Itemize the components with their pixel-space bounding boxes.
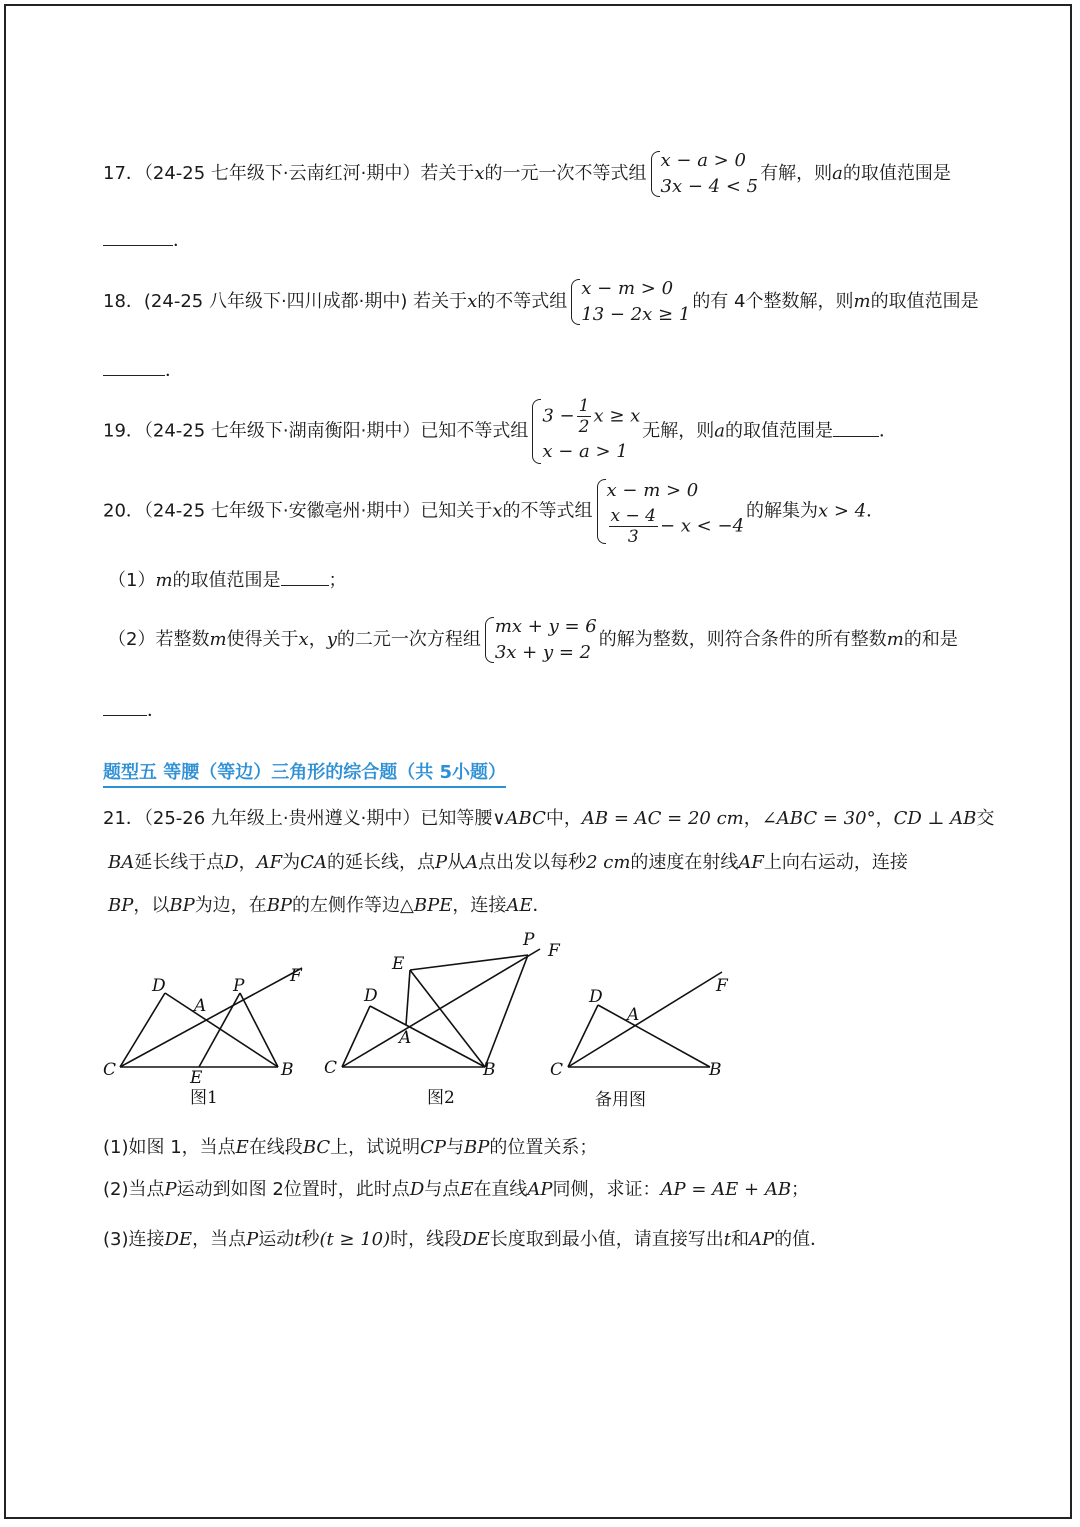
q21-p1-h: BP bbox=[464, 1137, 490, 1158]
q20-p2-system bbox=[483, 614, 597, 666]
q18-var: x bbox=[467, 291, 478, 312]
q21-p3-e: 运动 bbox=[258, 1229, 295, 1250]
fig1-line-db bbox=[165, 993, 278, 1067]
q19-row1-pre: 3 − bbox=[542, 405, 575, 427]
q21-l2-o: AF bbox=[738, 852, 764, 873]
q20-part1 bbox=[108, 566, 347, 592]
q17-var2: a bbox=[832, 163, 843, 184]
q20-prefix: 20．（24-25 七年级下·安徽亳州·期中）已知关于 bbox=[103, 500, 493, 522]
q18-answer-line bbox=[103, 356, 183, 382]
q21-p3-f: t bbox=[294, 1229, 302, 1250]
q21-l2-d: ， bbox=[238, 852, 257, 873]
fig1-line-cd bbox=[120, 993, 165, 1067]
q21-l2-j: 从 bbox=[447, 852, 466, 873]
fig2-label-c: C bbox=[324, 1058, 338, 1078]
question-19 bbox=[103, 396, 897, 467]
fig1-label-d: D bbox=[152, 976, 166, 996]
q21-l1-b: 中， bbox=[545, 808, 582, 829]
q20-system bbox=[595, 476, 744, 547]
q17-mid: 的一元一次不等式组 bbox=[484, 163, 647, 184]
q21-p3-d: P bbox=[246, 1229, 259, 1250]
fig3-caption: 备用图 bbox=[595, 1090, 646, 1110]
q20-p2-text4: 的和是 bbox=[903, 629, 958, 650]
q21-p2-g: 在直线 bbox=[473, 1179, 528, 1200]
q17-suffix2: 的取值范围是 bbox=[842, 163, 951, 184]
q21-p3-l: t bbox=[723, 1229, 731, 1250]
q21-part3 bbox=[103, 1225, 828, 1251]
q21-l1-c: ， bbox=[743, 808, 762, 829]
question-21-line-1 bbox=[103, 804, 994, 830]
q21-part2 bbox=[103, 1175, 809, 1201]
q20-p1-text: 的取值范围是 bbox=[172, 570, 281, 591]
q21-l3-j: ． bbox=[532, 895, 551, 916]
fig3-label-d: D bbox=[589, 987, 603, 1007]
q21-l3-a: BP bbox=[108, 895, 134, 916]
q21-p3-g: 秒 bbox=[301, 1229, 320, 1250]
q19-prefix: 19．（24-25 七年级下·湖南衡阳·期中）已知不等式组 bbox=[103, 420, 529, 442]
q19-system bbox=[530, 396, 640, 467]
q18-var2: m bbox=[853, 291, 871, 312]
question-20 bbox=[103, 476, 884, 547]
q19-frac-num: 1 bbox=[578, 396, 590, 416]
q21-l2-i: P bbox=[434, 852, 448, 873]
fig2-line-ep bbox=[410, 955, 528, 970]
q18-system-row-1: x − m > 0 bbox=[581, 278, 674, 299]
q21-l1-a: 21．（25-26 九年级上·贵州遵义·期中）已知等腰 bbox=[103, 808, 493, 829]
q20-solution: x > 4 bbox=[818, 500, 867, 522]
q21-p2-k: ； bbox=[791, 1179, 810, 1200]
q21-l2-l: 点出发以每秒 bbox=[478, 852, 587, 873]
q21-p1-g: 与 bbox=[446, 1137, 465, 1158]
q21-l3-d: 为边，在 bbox=[194, 895, 267, 916]
q17-system bbox=[649, 148, 759, 200]
q20-system-row-1: x − m > 0 bbox=[606, 480, 699, 501]
q20-p2-var2: m bbox=[886, 629, 904, 650]
q21-p2-e: 与点 bbox=[424, 1179, 461, 1200]
q18-prefix: 18．(24-25 八年级下·四川成都·期中) 若关于 bbox=[103, 291, 468, 312]
q21-p3-m: 和 bbox=[730, 1229, 749, 1250]
q19-frac-den: 2 bbox=[578, 417, 590, 437]
q19-answer-blank[interactable] bbox=[833, 418, 879, 437]
q21-l2-b: 延长线于点 bbox=[134, 852, 225, 873]
fig3-label-b: B bbox=[709, 1060, 722, 1080]
q21-p2-h: AP bbox=[527, 1179, 553, 1200]
q21-l1-e: 交 bbox=[976, 808, 995, 829]
q21-p3-k: 长度取到最小值，请直接写出 bbox=[489, 1229, 724, 1250]
q20-p2-text3: 的解为整数，则符合条件的所有整数 bbox=[598, 629, 887, 650]
q18-answer-blank[interactable] bbox=[103, 357, 165, 376]
q21-p2-i: 同侧，求证： bbox=[552, 1179, 661, 1200]
q19-fraction bbox=[577, 396, 592, 437]
q21-p1-e: 上，试说明 bbox=[330, 1137, 421, 1158]
q20-p2-var: m bbox=[209, 629, 227, 650]
q21-part1 bbox=[103, 1133, 597, 1159]
fig1-label-b: B bbox=[281, 1060, 294, 1080]
q21-p2-d: D bbox=[409, 1179, 425, 1200]
q17-answer-blank[interactable] bbox=[103, 227, 173, 246]
fig1-line-cf bbox=[120, 968, 302, 1067]
q17-suffix1: 有解，则 bbox=[760, 163, 833, 184]
q21-figures bbox=[95, 925, 775, 1115]
q21-p3-j: DE bbox=[462, 1229, 490, 1250]
q20-p2-x: x bbox=[298, 629, 309, 650]
q20-row2-post: − x < −4 bbox=[660, 515, 745, 537]
q18-end: ． bbox=[165, 360, 183, 381]
q21-l2-p: 上向右运动，连接 bbox=[763, 852, 908, 873]
fig3-label-c: C bbox=[550, 1060, 564, 1080]
q20-fraction bbox=[609, 506, 658, 547]
fig2-label-d: D bbox=[364, 986, 378, 1006]
q20-frac-num: x − 4 bbox=[610, 506, 656, 526]
q21-l3-c: BP bbox=[169, 895, 195, 916]
q18-suffix2: 的取值范围是 bbox=[870, 291, 979, 312]
q20-var: x bbox=[492, 500, 503, 522]
q21-l2-c: D bbox=[224, 852, 239, 873]
q20-system-row-2 bbox=[607, 506, 744, 547]
q19-system-row-2: x − a > 1 bbox=[542, 441, 628, 462]
q21-p3-n: AP bbox=[748, 1229, 775, 1250]
q20-p2-text1: 使得关于 bbox=[226, 629, 299, 650]
question-21-line-2 bbox=[108, 848, 908, 874]
q20-p1-label: （1） bbox=[108, 570, 156, 591]
q17-system-row-2: 3x − 4 < 5 bbox=[660, 176, 759, 197]
q20-p2-comma: ， bbox=[308, 629, 327, 650]
fig1-label-p: P bbox=[233, 976, 245, 996]
q18-system-row-2: 13 − 2x ≥ 1 bbox=[581, 304, 691, 325]
q21-l2-h: 的延长线，点 bbox=[326, 852, 435, 873]
fig1-line-bp bbox=[240, 993, 278, 1067]
q21-l1-d: ， bbox=[875, 808, 894, 829]
q21-eq1: AB = AC = 20 cm bbox=[581, 808, 744, 829]
q21-p3-o: 的值． bbox=[774, 1229, 829, 1250]
q20-mid: 的不等式组 bbox=[502, 500, 593, 522]
fig3-label-f: F bbox=[716, 976, 728, 996]
fig1-label-c: C bbox=[103, 1060, 117, 1080]
fig1-caption: 图1 bbox=[190, 1088, 218, 1108]
q20-p2-system-row-2: 3x + y = 2 bbox=[494, 642, 592, 663]
q21-p1-f: CP bbox=[420, 1137, 447, 1158]
q21-l2-g: CA bbox=[300, 852, 327, 873]
q20-p1-answer-blank[interactable] bbox=[281, 567, 329, 586]
q21-l3-i: AE bbox=[506, 895, 533, 916]
q20-part2 bbox=[108, 614, 958, 666]
fig3-label-a: A bbox=[627, 1005, 640, 1025]
q21-l2-f: 为 bbox=[282, 852, 301, 873]
q19-suffix2: 的取值范围是 bbox=[725, 420, 834, 442]
q21-eq2: ∠ABC = 30° bbox=[761, 808, 876, 829]
fig2-label-f: F bbox=[548, 941, 560, 961]
q19-var2: a bbox=[714, 420, 726, 442]
q21-p2-b: P bbox=[164, 1179, 177, 1200]
fig1-label-f: F bbox=[290, 966, 302, 986]
q21-p3-b: DE bbox=[164, 1229, 193, 1250]
q20-p2-system-row-1: mx + y = 6 bbox=[494, 616, 597, 637]
fig2-line-ab bbox=[406, 1025, 485, 1067]
q21-p1-d: BC bbox=[302, 1137, 331, 1158]
q21-l3-g: △BPE bbox=[400, 895, 453, 916]
q17-system-row-1: x − a > 0 bbox=[660, 150, 746, 171]
q21-l2-k: A bbox=[465, 852, 479, 873]
q17-answer-line bbox=[103, 226, 191, 252]
q19-suffix1: 无解，则 bbox=[642, 420, 715, 442]
q21-p1-c: 在线段 bbox=[248, 1137, 303, 1158]
fig2-label-b: B bbox=[483, 1060, 496, 1080]
q20-suffix: 的解集为 bbox=[746, 500, 819, 522]
fig2-line-da bbox=[370, 1006, 406, 1025]
q21-l3-h: ，连接 bbox=[452, 895, 507, 916]
q21-l2-e: AF bbox=[256, 852, 283, 873]
q21-p3-h: (t ≥ 10) bbox=[319, 1229, 391, 1250]
q19-end: ． bbox=[879, 420, 898, 442]
question-17 bbox=[103, 148, 951, 200]
q20-answer-line bbox=[103, 696, 165, 722]
q20-p2-end: ． bbox=[147, 700, 165, 721]
q19-system-row-1 bbox=[542, 396, 640, 437]
q20-p2-text2: 的二元一次方程组 bbox=[336, 629, 481, 650]
q21-p2-c: 运动到如图 2位置时，此时点 bbox=[176, 1179, 410, 1200]
fig2-caption: 图2 bbox=[427, 1088, 455, 1108]
q21-p2-a: (2)当点 bbox=[103, 1179, 165, 1200]
q21-p1-b: E bbox=[235, 1137, 249, 1158]
q21-p2-f: E bbox=[460, 1179, 474, 1200]
fig2-label-p: P bbox=[523, 930, 535, 950]
q21-l3-e: BP bbox=[266, 895, 293, 916]
q21-p1-i: 的位置关系； bbox=[489, 1137, 598, 1158]
q17-prefix: 17．（24-25 七年级下·云南红河·期中）若关于 bbox=[103, 163, 475, 184]
q21-triangle: ∨ABC bbox=[492, 808, 546, 829]
q18-suffix1: 的有 4个整数解，则 bbox=[692, 291, 854, 312]
q20-end: ． bbox=[866, 500, 885, 522]
section-title: 题型五 等腰（等边）三角形的综合题（共 5小题） bbox=[103, 758, 506, 788]
q19-row1-post: x ≥ x bbox=[593, 405, 641, 427]
q21-l3-b: ，以 bbox=[133, 895, 170, 916]
q21-p3-i: 时，线段 bbox=[390, 1229, 463, 1250]
q18-mid: 的不等式组 bbox=[477, 291, 568, 312]
q18-system bbox=[569, 276, 690, 328]
q20-p2-y: y bbox=[326, 629, 337, 650]
q20-p1-var: m bbox=[155, 570, 173, 591]
fig2-line-ea bbox=[406, 970, 410, 1025]
fig1-label-a: A bbox=[194, 996, 207, 1016]
q20-p2-answer-blank[interactable] bbox=[103, 697, 147, 716]
fig2-line-pb bbox=[485, 955, 528, 1067]
q20-p1-end: ； bbox=[328, 570, 347, 591]
fig2-line-eb bbox=[410, 970, 485, 1067]
fig2-label-a: A bbox=[399, 1028, 412, 1048]
q21-l2-n: 的速度在射线 bbox=[630, 852, 739, 873]
fig2-label-e: E bbox=[392, 954, 405, 974]
q21-p1-a: (1)如图 1，当点 bbox=[103, 1137, 236, 1158]
q17-var: x bbox=[474, 163, 485, 184]
q21-p3-a: (3)连接 bbox=[103, 1229, 165, 1250]
q17-end: ． bbox=[173, 230, 191, 251]
q20-p2-label: （2）若整数 bbox=[108, 629, 210, 650]
question-21-line-3 bbox=[108, 891, 551, 917]
q21-l3-f: 的左侧作等边 bbox=[292, 895, 401, 916]
q21-l2-m: 2 cm bbox=[586, 852, 631, 873]
q21-p3-c: ，当点 bbox=[192, 1229, 247, 1250]
q21-p2-j: AP = AE + AB bbox=[660, 1179, 792, 1200]
fig1-label-e: E bbox=[190, 1068, 203, 1088]
q21-eq3: CD ⊥ AB bbox=[893, 808, 977, 829]
q20-frac-den: 3 bbox=[627, 527, 639, 547]
question-18 bbox=[103, 276, 979, 328]
q21-l2-a: BA bbox=[108, 852, 135, 873]
